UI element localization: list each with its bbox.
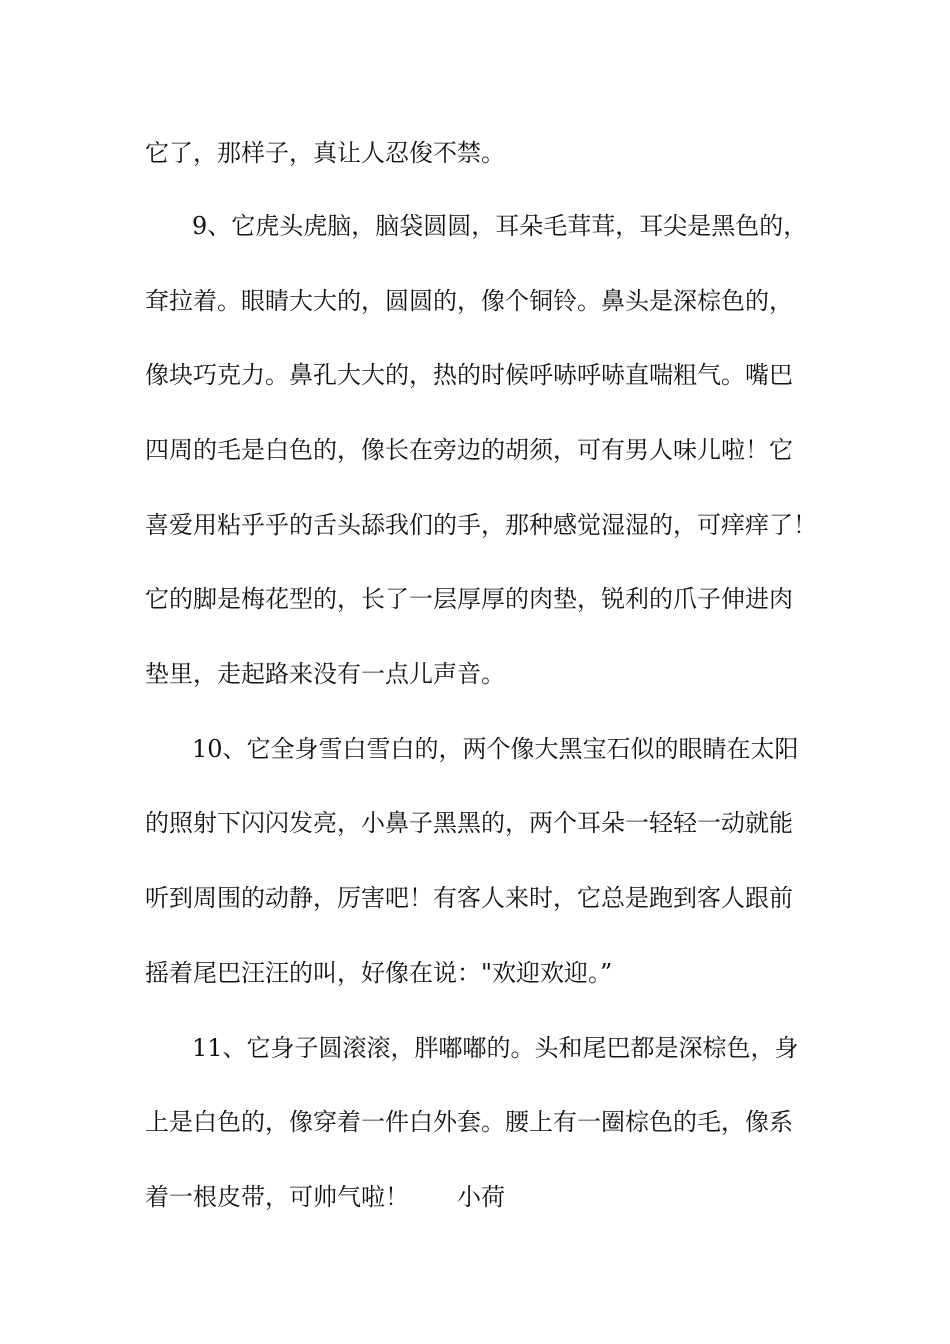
text-line: 它的脚是梅花型的，长了一层厚厚的肉垫，锐利的爪子伸进肉 <box>145 585 793 613</box>
text-line: 它了，那样子，真让人忍俊不禁。 <box>145 139 505 167</box>
text-line: 像块巧克力。鼻孔大大的，热的时候呼哧呼哧直喘粗气。嘴巴 <box>145 361 793 389</box>
text-line: 喜爱用粘乎乎的舌头舔我们的手，那种感觉湿湿的，可痒痒了！ <box>145 511 817 539</box>
text-line: 垫里，走起路来没有一点儿声音。 <box>145 660 505 688</box>
text-line: 听到周围的动静，厉害吧！有客人来时，它总是跑到客人跟前 <box>145 884 793 912</box>
text-line: 四周的毛是白色的，像长在旁边的胡须，可有男人味儿啦！它 <box>145 436 793 464</box>
paragraph-10-first-line: 10、它全身雪白雪白的，两个像大黑宝石似的眼睛在太阳 <box>192 735 799 763</box>
text-line: 摇着尾巴汪汪的叫，好像在说："欢迎欢迎。” <box>145 959 613 987</box>
paragraph-9-first-line: 9、它虎头虎脑，脑袋圆圆，耳朵毛茸茸，耳尖是黑色的， <box>192 212 808 240</box>
text-line: 上是白色的，像穿着一件白外套。腰上有一圈棕色的毛，像系 <box>145 1108 793 1136</box>
text-line: 着一根皮带，可帅气啦！ 小荷 <box>145 1183 505 1211</box>
paragraph-11-first-line: 11、它身子圆滚滚，胖嘟嘟的。头和尾巴都是深棕色，身 <box>192 1034 799 1062</box>
text-line: 耷拉着。眼睛大大的，圆圆的，像个铜铃。鼻头是深棕色的， <box>145 287 793 315</box>
text-line: 的照射下闪闪发亮，小鼻子黑黑的，两个耳朵一轻轻一动就能 <box>145 809 793 837</box>
